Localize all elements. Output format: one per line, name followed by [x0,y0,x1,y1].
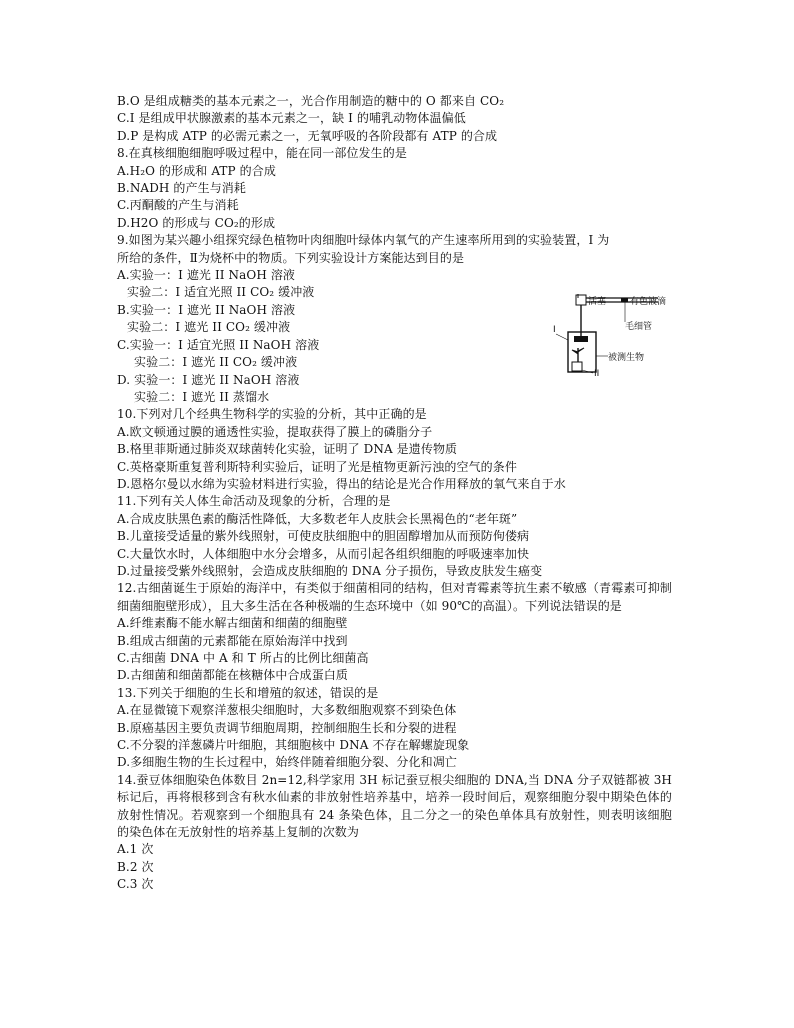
question-9-option-c1: C.实验一：I 适宜光照 II NaOH 溶液 [117,337,320,352]
question-9-option-a1: A.实验一：I 遮光 II NaOH 溶液 [117,268,296,283]
text-line: B.O 是组成糖类的基本元素之一，光合作用制造的糖中的 O 都来自 CO₂ [117,94,505,108]
valve-label: 活塞 [588,297,607,307]
question-9-option-b2: 实验二：I 遮光 II CO₂ 缓冲液 [127,320,291,335]
question-14-option-b: B.2 次 [117,859,154,874]
question-11-option-b: B.儿童接受适量的紫外线照射，可使皮肤细胞中的胆固醇增加从而预防佝偻病 [117,529,530,544]
experiment-apparatus-figure [548,292,688,376]
question-13-option-a: A.在显微镜下观察洋葱根尖细胞时，大多数细胞观察不到染色体 [117,703,457,718]
question-14-option-c: C.3 次 [117,877,154,892]
question-13-option-b: B.原癌基因主要负责调节细胞周期，控制细胞生长和分裂的进程 [117,720,457,735]
question-10-option-d: D.恩格尔曼以水绵为实验材料进行实验，得出的结论是光合作用释放的氧气来自于水 [117,476,566,491]
question-9-option-a2: 实验二：I 适宜光照 II CO₂ 缓冲液 [127,285,315,300]
question-8-option-b: B.NADH 的产生与消耗 [117,181,246,196]
question-8-option-a: A.H₂O 的形成和 ATP 的合成 [117,163,276,178]
stopper [574,336,588,342]
question-11-option-d: D.过量接受紫外线照射，会造成皮肤细胞的 DNA 分子损伤，导致皮肤发生癌变 [117,563,543,578]
question-8-option-d: D.H2O 的形成与 CO₂的形成 [117,215,276,230]
question-12-stem: 12.古细菌诞生于原始的海洋中，有类似于细菌相同的结构，但对青霉素等抗生素不敏感（青霉素可抑制细菌细胞壁形成），且大多生活在各种极端的生态环境中（如 90℃的高温）。下列说法错误的是 [117,581,672,613]
question-12-option-b: B.组成古细菌的元素都能在原始海洋中找到 [117,633,348,648]
question-9-stem: 所给的条件，Ⅱ为烧杯中的物质。下列实验设计方案能达到目的是 [117,250,465,265]
question-10-stem: 10.下列对几个经典生物科学的实验的分析，其中正确的是 [117,407,427,422]
question-9-option-b1: B.实验一：I 遮光 II NaOH 溶液 [117,302,296,317]
question-12-option-d: D.古细菌和细菌都能在核糖体中合成蛋白质 [117,668,349,683]
question-page [117,93,677,894]
question-10-option-c: C.英格豪斯重复普利斯特利实验后，证明了光是植物更新污浊的空气的条件 [117,459,517,474]
question-9-option-d1: D. 实验一：I 遮光 II NaOH 溶液 [117,372,300,387]
question-13-stem: 13.下列关于细胞的生长和增殖的叙述，错误的是 [117,685,379,700]
text-line: D.P 是构成 ATP 的必需元素之一，无氧呼吸的各阶段都有 ATP 的合成 [117,128,498,143]
question-12-option-c: C.古细菌 DNA 中 A 和 T 所占的比例比细菌高 [117,651,369,665]
question-9-option-d2: 实验二：I 遮光 II 蒸馏水 [134,389,270,404]
text-line: C.I 是组成甲状腺激素的基本元素之一，缺 I 的哺乳动物体温偏低 [117,111,466,126]
question-14-stem: 14.蚕豆体细胞染色体数目 2n=12,科学家用 3H 标记蚕豆根尖细胞的 DNA,当 DNA 分子双链都被 3H 标记后，再将根移到含有秋水仙素的非放射性培养基中，培养一段时间后，观察细胞分裂中期染色体的放射性情况。若观察到一个细胞具有 24 条染色体，且二分之一的染色单体具有放射性，则表明该细胞的染色体在无放射性的培养基上复制的次数为 [117,772,672,840]
question-8-stem: 8.在真核细胞细胞呼吸过程中，能在同一部位发生的是 [117,146,407,161]
question-10-option-b: B.格里菲斯通过肺炎双球菌转化实验，证明了 DNA 是遗传物质 [117,442,458,457]
question-9-option-c2: 实验二：I 遮光 II CO₂ 缓冲液 [134,355,298,370]
question-12-option-a: A.纤维素酶不能水解古细菌和细菌的细胞壁 [117,616,348,631]
question-11-stem: 11.下列有关人体生命活动及现象的分析，合理的是 [117,494,391,509]
label-i: I [553,325,556,335]
question-13-option-d: D.多细胞生物的生长过程中，始终伴随着细胞分裂、分化和凋亡 [117,755,457,770]
question-11-option-a: A.合成皮肤黑色素的酶活性降低，大多数老年人皮肤会长黑褐色的“老年斑” [117,511,518,526]
label-ii: II [594,369,600,376]
question-8-option-c: C.丙酮酸的产生与消耗 [117,198,239,213]
organism-label: 被测生物 [608,353,645,363]
question-9-stem: 9.如图为某兴趣小组探究绿色植物叶肉细胞叶绿体内氧气的产生速率所用到的实验装置，I 为 [117,233,610,248]
capillary-label: 毛细管 [625,322,653,332]
colored-droplet [621,298,628,302]
small-beaker [572,362,582,371]
droplet-label: 有色液滴 [630,297,667,307]
question-11-option-c: C.大量饮水时，人体细胞中水分会增多，从而引起各组织细胞的呼吸速率加快 [117,546,530,561]
question-14-option-a: A.1 次 [117,842,154,857]
question-10-option-a: A.欧文顿通过膜的通透性实验，提取获得了膜上的磷脂分子 [117,424,433,439]
question-13-option-c: C.不分裂的洋葱磷片叶细胞，其细胞核中 DNA 不存在解螺旋现象 [117,738,470,753]
